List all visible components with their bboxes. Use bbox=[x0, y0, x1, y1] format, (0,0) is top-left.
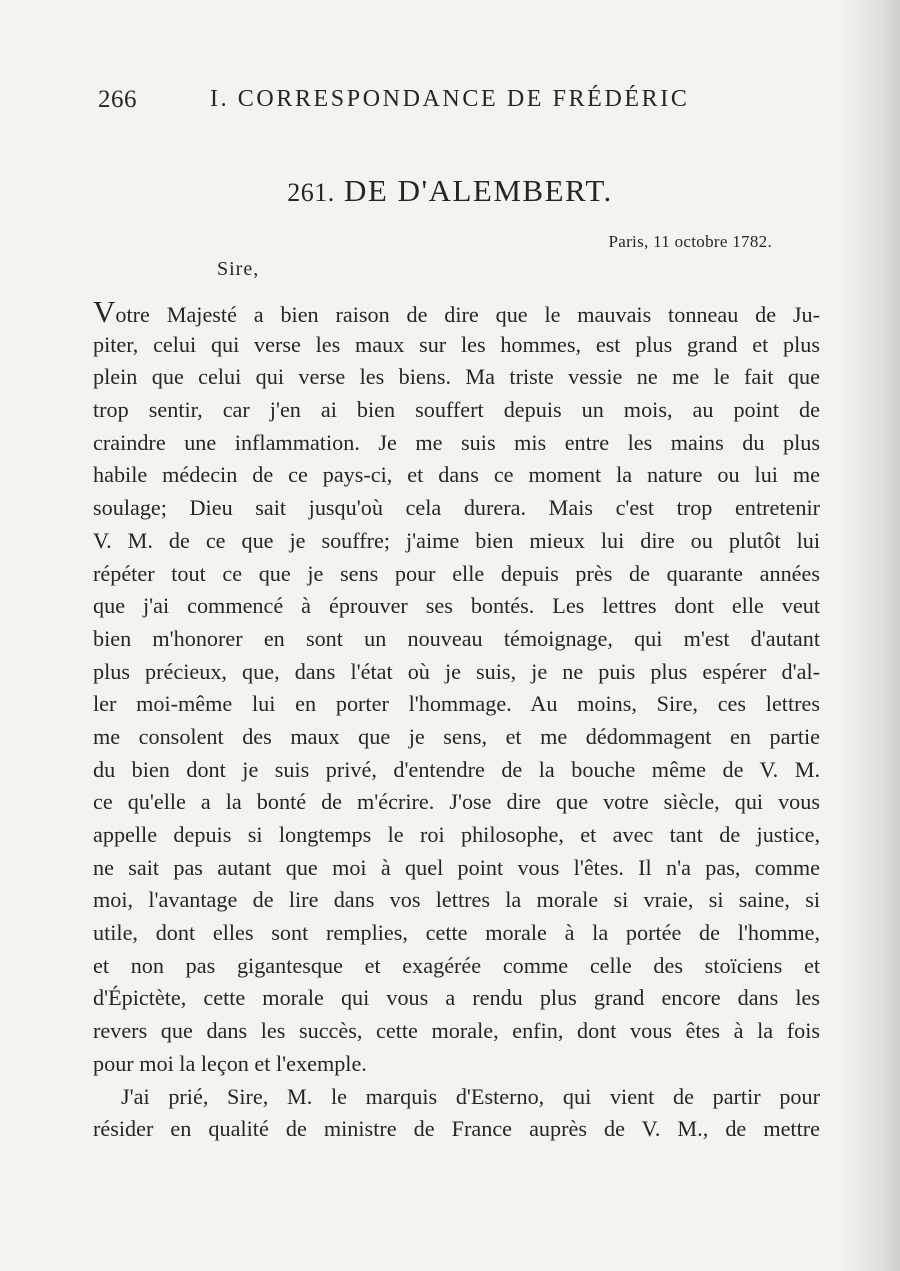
body-line: ce qu'elle a la bonté de m'écrire. J'ose dire que votre siècle, qui vous bbox=[93, 789, 820, 815]
page-header bbox=[98, 86, 738, 120]
body-line: trop sentir, car j'en ai bien souffert depuis un mois, au point de bbox=[93, 397, 820, 423]
body-line: revers que dans les succès, cette morale, enfin, dont vous êtes à la fois bbox=[93, 1018, 820, 1044]
running-title: I. CORRESPONDANCE DE FRÉDÉRIC bbox=[210, 86, 690, 112]
body-line: plus précieux, que, dans l'état où je suis, je ne puis plus espérer d'al- bbox=[93, 658, 820, 684]
body-line: V. M. de ce que je souffre; j'aime bien mieux lui dire ou plutôt lui bbox=[93, 527, 820, 553]
body-line: d'Épictète, cette morale qui vous a rendu plus grand encore dans les bbox=[93, 985, 820, 1011]
body-line: utile, dont elles sont remplies, cette morale à la portée de l'homme, bbox=[93, 920, 820, 946]
letter-salutation: Sire, bbox=[217, 258, 260, 280]
body-line: habile médecin de ce pays-ci, et dans ce moment la nature ou lui me bbox=[93, 462, 820, 488]
body-line: du bien dont je suis privé, d'entendre de la bouche même de V. M. bbox=[93, 756, 820, 782]
body-line: résider en qualité de ministre de France auprès de V. M., de mettre bbox=[93, 1116, 820, 1142]
letter-number: 261. bbox=[287, 178, 335, 207]
body-line: ne sait pas autant que moi à quel point vous l'êtes. Il n'a pas, comme bbox=[93, 854, 820, 880]
page-number: 266 bbox=[98, 86, 137, 113]
body-line: bien m'honorer en sont un nouveau témoignage, qui m'est d'autant bbox=[93, 625, 820, 651]
body-line: J'ai prié, Sire, M. le marquis d'Esterno, qui vient de partir pour bbox=[121, 1083, 820, 1109]
body-line: craindre une inflammation. Je me suis mis entre les mains du plus bbox=[93, 429, 820, 455]
body-line: Votre Majesté a bien raison de dire que le mauvais tonneau de Ju- bbox=[93, 294, 820, 329]
letter-dateline: Paris, 11 octobre 1782. bbox=[608, 232, 772, 251]
body-line: et non pas gigantesque et exagérée comme celle des stoïciens et bbox=[93, 952, 820, 978]
body-line: moi, l'avantage de lire dans vos lettres la morale si vraie, si saine, si bbox=[93, 887, 820, 913]
body-line: que j'ai commencé à éprouver ses bontés. Les lettres dont elle veut bbox=[93, 593, 820, 619]
body-line: pour moi la leçon et l'exemple. bbox=[93, 1050, 367, 1076]
body-line: plein que celui qui verse les biens. Ma triste vessie ne me le fait que bbox=[93, 364, 820, 390]
body-line: piter, celui qui verse les maux sur les hommes, est plus grand et plus bbox=[93, 331, 820, 357]
body-line: répéter tout ce que je sens pour elle depuis près de quarante années bbox=[93, 560, 820, 586]
drop-cap: V bbox=[93, 294, 116, 329]
body-line: me consolent des maux que je sens, et me dédommagent en partie bbox=[93, 723, 820, 749]
body-line: appelle depuis si longtemps le roi philosophe, et avec tant de justice, bbox=[93, 822, 820, 847]
body-line: soulage; Dieu sait jusqu'où cela durera. Mais c'est trop entretenir bbox=[93, 495, 820, 521]
letter-title bbox=[0, 173, 900, 209]
letter-body bbox=[93, 296, 820, 1146]
letter-heading: DE D'ALEMBERT. bbox=[344, 173, 613, 208]
body-line: ler moi-même lui en porter l'hommage. Au moins, Sire, ces lettres bbox=[93, 691, 820, 717]
